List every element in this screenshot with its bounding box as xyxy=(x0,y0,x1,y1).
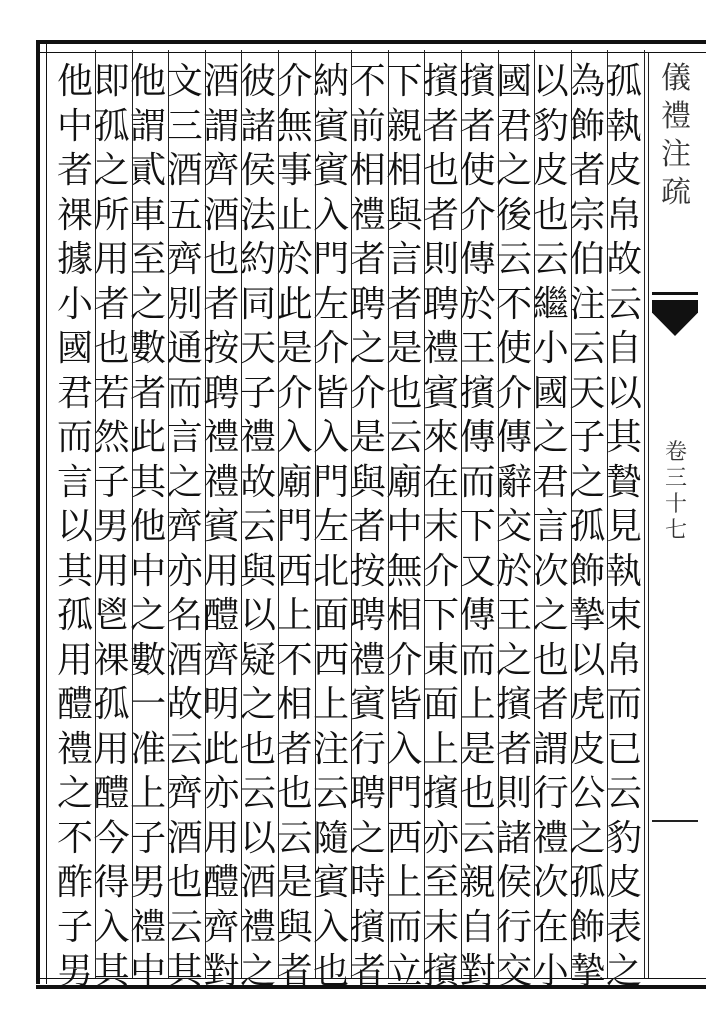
text-column: 介 無 事 止 於 此 是 介 入 廟 門 西 上 不 相 者 也 云 是 與 者 xyxy=(276,61,313,992)
text-column: 即 孤 之 所 用 者 也 若 然 子 男 用 鬯 祼 孤 用 醴 今 得 入 其 xyxy=(93,61,130,992)
column-rule xyxy=(205,50,206,978)
text-column: 為 飾 者 宗 伯 注 云 天 子 之 孤 飾 摯 以 虎 皮 公 之 孤 飾 摯 xyxy=(569,61,606,992)
column-rule xyxy=(571,50,572,978)
column-rule xyxy=(607,50,608,978)
column-rule xyxy=(534,50,535,978)
text-column: 文 三 酒 五 齊 別 通 而 言 之 齊 亦 名 酒 故 云 齊 酒 也 云 其 xyxy=(166,61,203,992)
text-column: 擯 者 也 者 則 聘 禮 賓 來 在 末 介 下 東 面 上 擯 亦 至 末 擯 xyxy=(422,61,459,992)
column-rule xyxy=(461,50,462,978)
text-column: 他 中 者 祼 據 小 國 君 而 言 以 其 孤 用 醴 禮 之 不 酢 子 男 xyxy=(56,61,93,992)
text-column: 國 君 之 後 云 不 使 介 傳 辭 交 於 王 之 擯 者 則 諸 侯 行 交 xyxy=(496,61,533,992)
text-column: 下 親 相 與 言 者 是 也 云 廟 中 無 相 介 皆 入 門 西 上 而 立 xyxy=(386,61,423,992)
margin-tick xyxy=(652,820,698,822)
column-rule xyxy=(241,50,242,978)
column-rule xyxy=(388,50,389,978)
column-rule xyxy=(315,50,316,978)
text-column: 不 前 相 禮 者 聘 之 介 是 與 者 按 聘 禮 賓 行 聘 之 時 擯 者 xyxy=(349,61,386,992)
text-column: 以 豹 皮 也 云 繼 小 國 之 君 言 次 之 也 者 謂 行 禮 次 在 小 xyxy=(532,61,569,992)
text-column: 納 賓 賓 入 門 左 介 皆 入 門 左 北 面 西 上 注 云 隨 賓 入 也 xyxy=(313,61,350,992)
text-column: 彼 諸 侯 法 約 同 天 子 禮 故 云 與 以 疑 之 也 云 以 酒 禮 之 xyxy=(239,61,276,992)
text-column: 他 謂 貳 車 至 之 數 者 此 其 他 中 之 數 一 准 上 子 男 禮 中 xyxy=(130,61,167,992)
text-column: 孤 執 皮 帛 故 云 自 以 其 贄 見 執 束 帛 而 已 云 豹 皮 表 之 xyxy=(605,61,642,992)
page-frame-left xyxy=(36,40,47,984)
column-rule xyxy=(351,50,352,978)
page-frame-top xyxy=(36,40,706,53)
column-rule xyxy=(95,50,96,978)
column-rule xyxy=(278,50,279,978)
column-rule xyxy=(644,50,645,978)
margin-volume-number: 卷三十七 xyxy=(664,440,687,543)
column-rule xyxy=(498,50,499,978)
text-column: 酒 謂 齊 酒 也 者 按 聘 禮 禮 賓 用 醴 齊 明 此 亦 用 醴 齊 對 xyxy=(203,61,240,992)
column-rule xyxy=(424,50,425,978)
fishtail-line xyxy=(652,292,698,295)
text-column: 擯 者 使 介 傳 於 王 擯 傳 而 下 又 傳 而 上 是 也 云 親 自 對 xyxy=(459,61,496,992)
column-rule xyxy=(168,50,169,978)
column-rule xyxy=(132,50,133,978)
margin-book-title: 儀禮注疏 xyxy=(661,61,691,210)
